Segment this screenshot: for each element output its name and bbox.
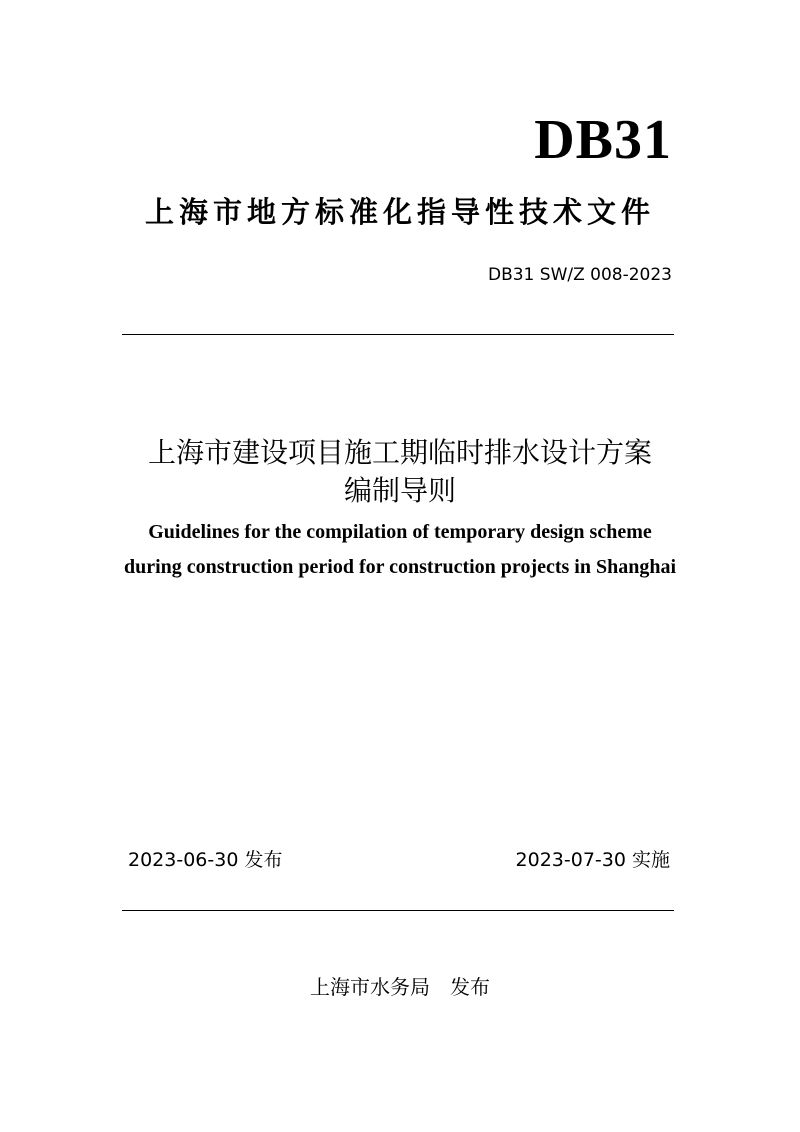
standard-number: DB31 SW/Z 008-2023 — [487, 265, 672, 285]
title-english-line-1: Guidelines for the compilation of temporary design scheme — [148, 521, 652, 543]
title-chinese-line-1: 上海市建设项目施工期临时排水设计方案 — [147, 436, 652, 469]
bottom-divider — [122, 910, 674, 911]
document-type: 上海市地方标准化指导性技术文件 — [144, 195, 655, 229]
title-chinese-line-2: 编制导则 — [343, 474, 456, 507]
top-divider — [122, 334, 674, 335]
title-english-line-2: during construction period for construction projects in Shanghai — [123, 556, 677, 578]
standard-code: DB31 — [534, 109, 672, 171]
effective-date: 2023-07-30 实施 — [515, 849, 670, 871]
issue-date: 2023-06-30 发布 — [128, 849, 283, 871]
publisher: 上海市水务局 发布 — [310, 975, 490, 999]
